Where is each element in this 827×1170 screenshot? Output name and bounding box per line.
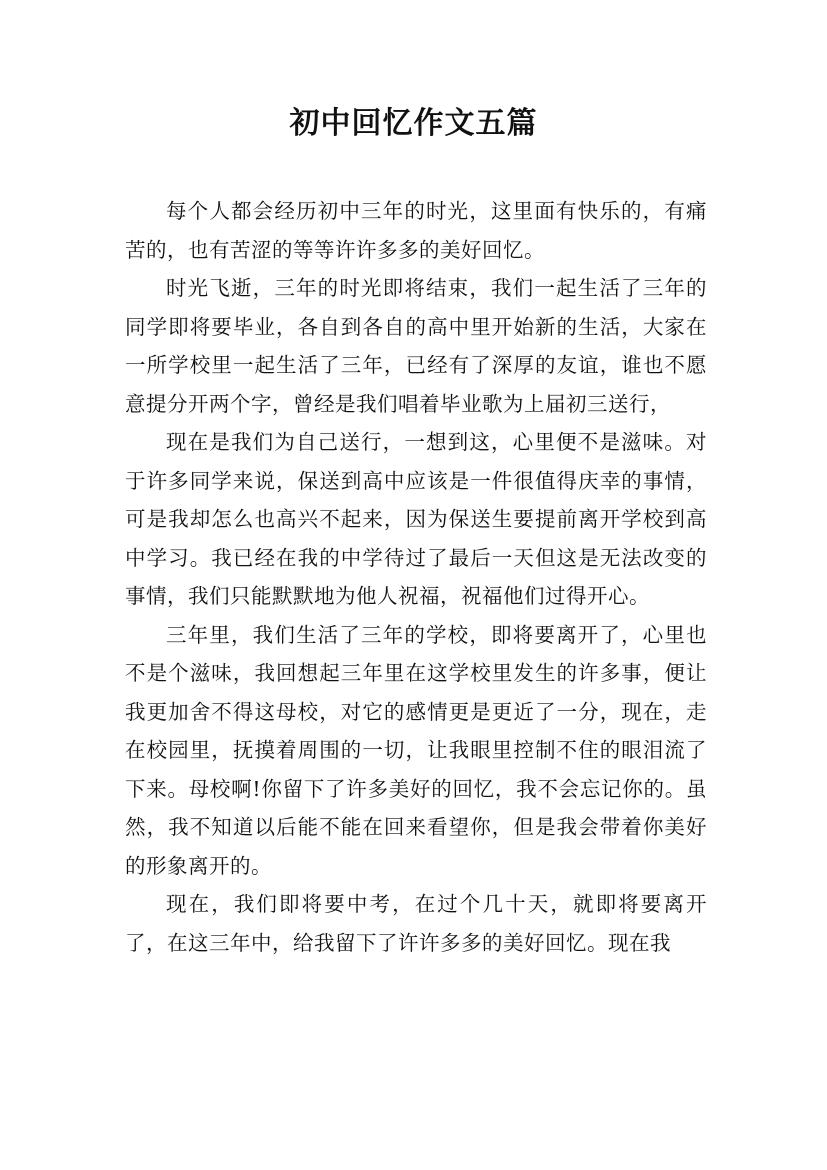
paragraph-5: 现在，我们即将要中考，在过个几十天，就即将要离开了，在这三年中，给我留下了许许多多的美好回忆。现在我: [125, 892, 707, 955]
document-title: 初中回忆作文五篇: [289, 106, 538, 141]
paragraph-2: 时光飞逝，三年的时光即将结束，我们一起生活了三年的同学即将要毕业，各自到各自的高中里开始新的生活，大家在一所学校里一起生活了三年，已经有了深厚的友谊，谁也不愿意提分开两个字，曾经是我们唱着毕业歌为上届初三送行，: [125, 276, 707, 416]
paragraph-4: 三年里，我们生活了三年的学校，即将要离开了，心里也不是个滋味，我回想起三年里在这学校里发生的许多事，便让我更加舍不得这母校，对它的感情更是更近了一分，现在，走在校园里，抚摸着周围的一切，让我眼里控制不住的眼泪流了下来。母校啊!你留下了许多美好的回忆，我不会忘记你的。虽然，我不知道以后能不能在回来看望你，但是我会带着你美好的形象离开的。: [125, 622, 707, 878]
paragraph-3: 现在是我们为自己送行，一想到这，心里便不是滋味。对于许多同学来说，保送到高中应该是一件很值得庆幸的事情，可是我却怎么也高兴不起来，因为保送生要提前离开学校到高中学习。我已经在我的中学待过了最后一天但这是无法改变的事情，我们只能默默地为他人祝福，祝福他们过得开心。: [125, 430, 707, 608]
paragraph-1: 每个人都会经历初中三年的时光，这里面有快乐的，有痛苦的，也有苦涩的等等许许多多的美好回忆。: [125, 199, 707, 262]
document-body: [125, 192, 707, 962]
